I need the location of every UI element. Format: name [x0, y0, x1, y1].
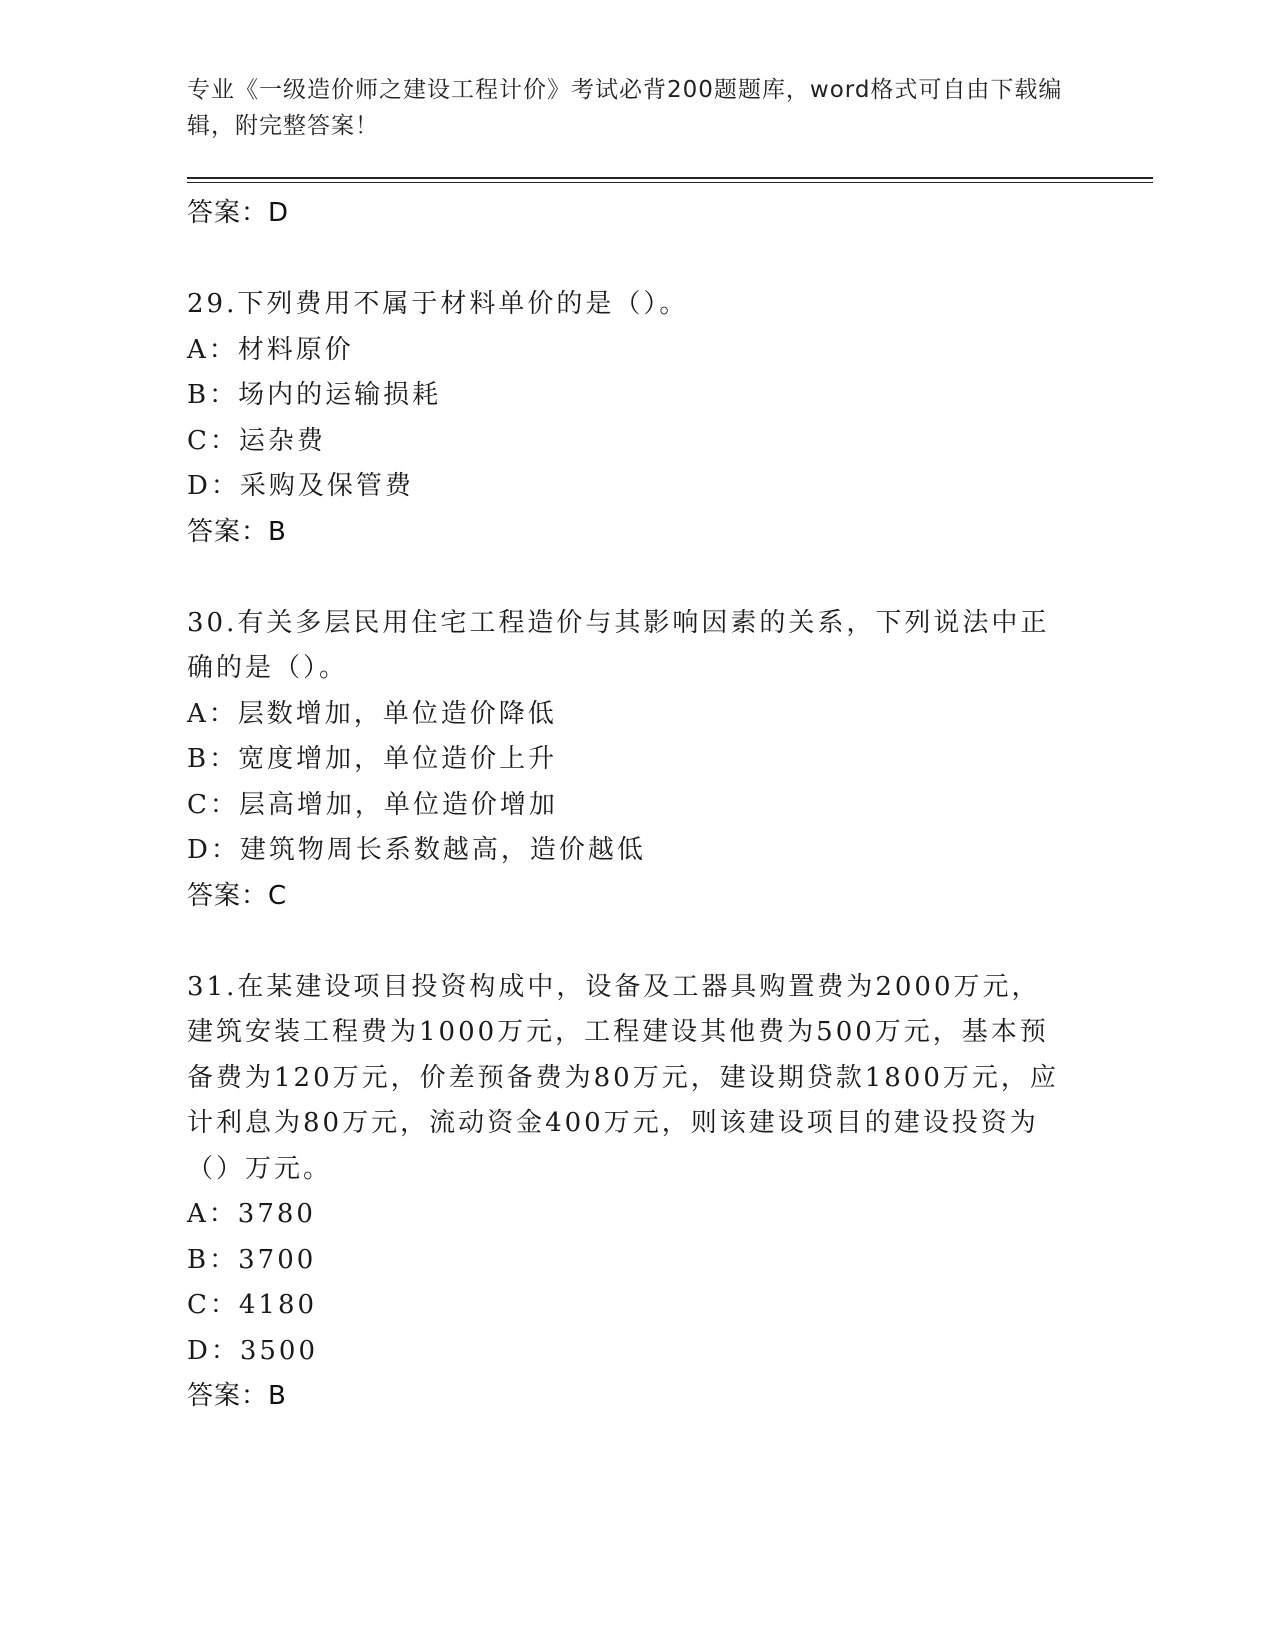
answer-label: 答案：B: [187, 516, 287, 547]
question-text: 30.有关多层民用住宅工程造价与其影响因素的关系，下列说法中正确的是（）。: [187, 607, 1050, 683]
option-c: C：4180: [187, 1290, 318, 1320]
question-text: 29.下列费用不属于材料单价的是（）。: [187, 289, 689, 319]
answer-label: 答案：D: [187, 198, 290, 228]
document-header: 专业《一级造价师之建设工程计价》考试必背200题题库，word格式可自由下载编辑，附完整答案！: [187, 77, 1063, 139]
option-d: D：采购及保管费: [187, 471, 414, 501]
question-text: 31.在某建设项目投资构成中，设备及工器具购置费为2000万元，建筑安装工程费为1000万元，工程建设其他费为500万元，基本预备费为120万元，价差预备费为80万元，建设期贷款1800万元，应计利息为80万元，流动资金400万元，则该建设项目的建设投资为（）万元。: [187, 971, 1059, 1184]
option-c: C：运杂费: [187, 425, 326, 456]
option-c: C：层高增加，单位造价增加: [187, 789, 558, 820]
document-body: [187, 187, 1087, 1419]
option-a: A：材料原价: [187, 334, 354, 365]
option-d: D：建筑物周长系数越高，造价越低: [187, 835, 646, 865]
option-b: B：宽度增加，单位造价上升: [187, 744, 558, 774]
option-b: B：场内的运输损耗: [187, 380, 442, 410]
answer-label: 答案：B: [187, 1381, 287, 1411]
question-29: [187, 282, 1087, 555]
option-d: D：3500: [187, 1335, 319, 1366]
option-a: A：3780: [187, 1199, 316, 1229]
option-a: A：层数增加，单位造价降低: [187, 698, 557, 729]
question-31: [187, 965, 1087, 1420]
header-divider-thick: [187, 177, 1153, 179]
header-divider-thin: [187, 182, 1153, 183]
option-b: B：3700: [187, 1244, 317, 1275]
answer-label: 答案：C: [187, 880, 288, 911]
question-30: [187, 601, 1087, 919]
